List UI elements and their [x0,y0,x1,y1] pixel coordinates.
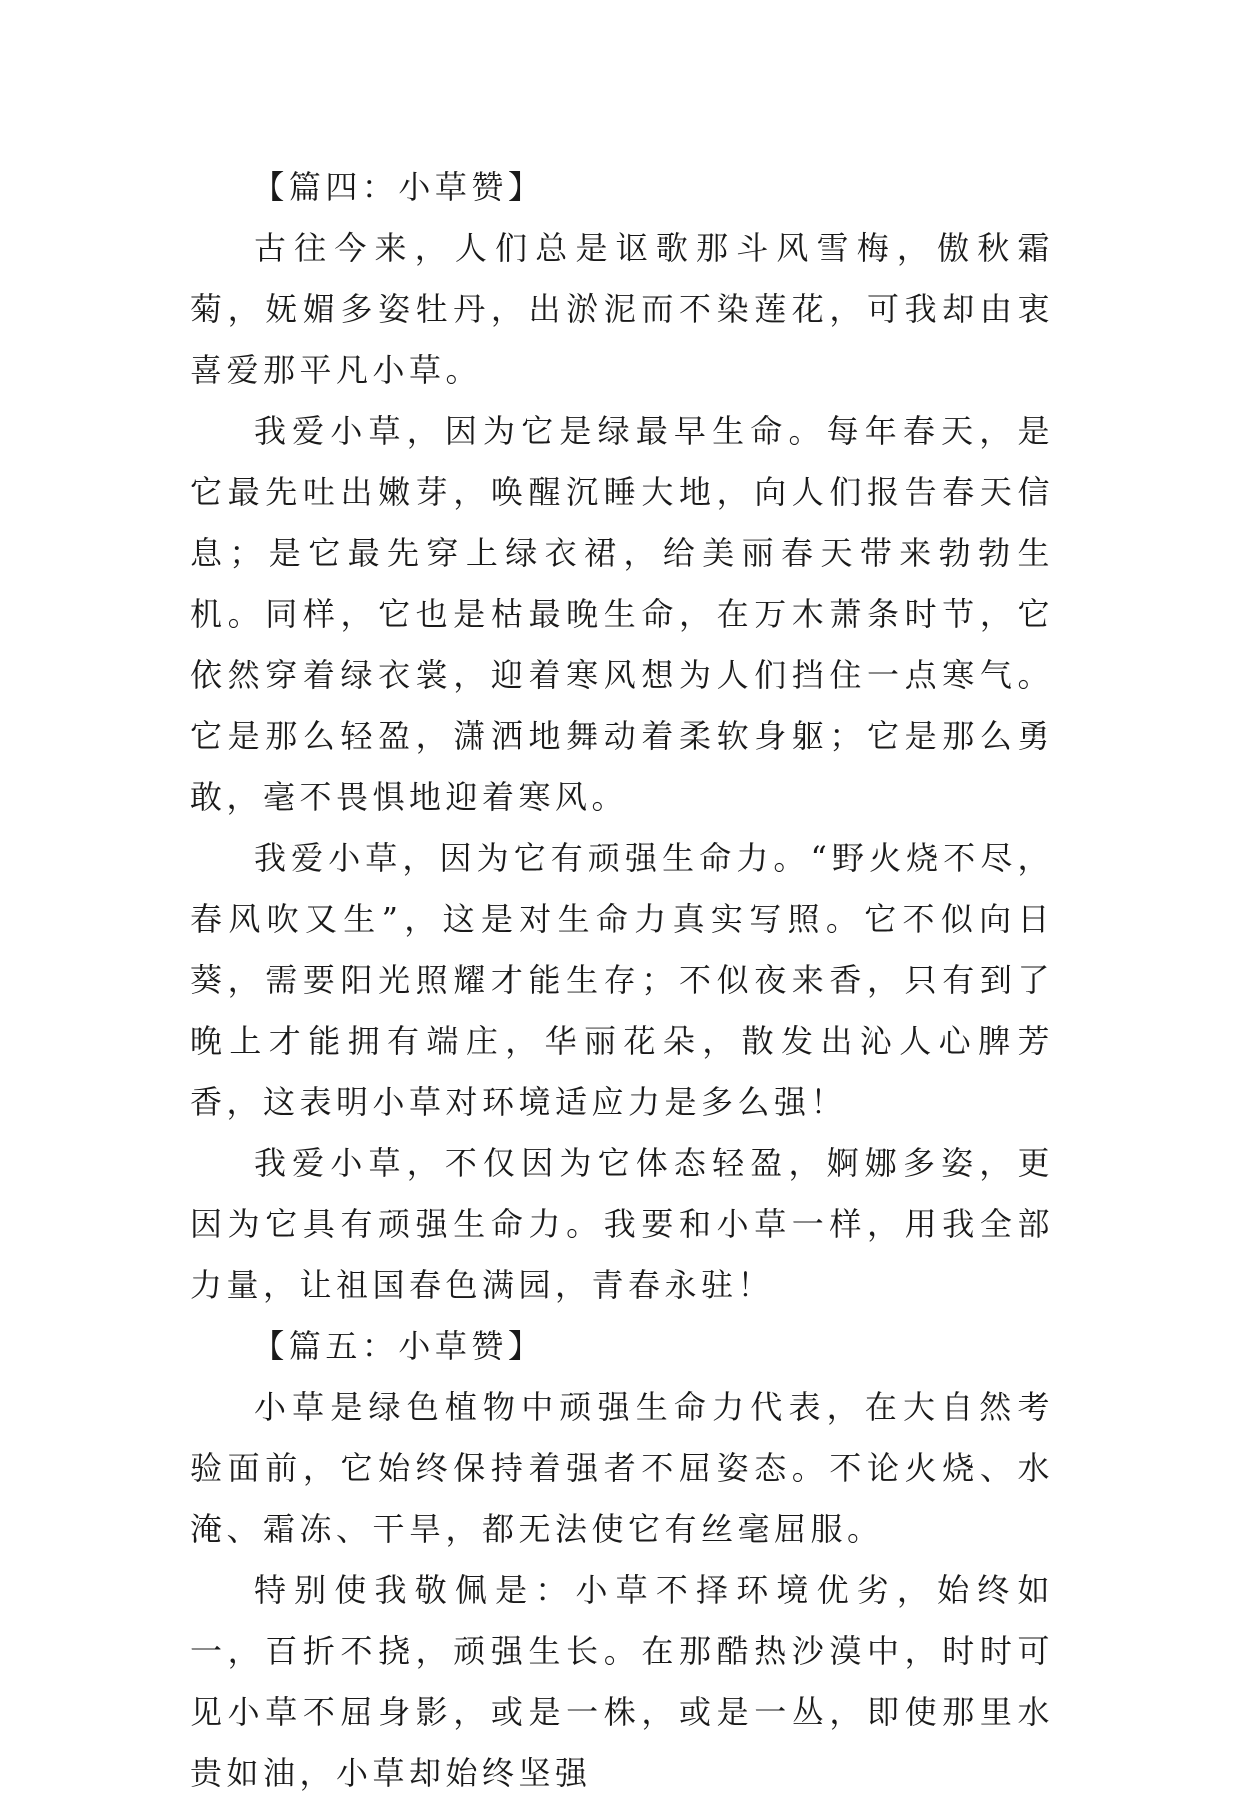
section-heading-4: 【篇四：小草赞】 [252,168,545,206]
paragraph: 小草是绿色植物中顽强生命力代表，在大自然考验面前，它始终保持着强者不屈姿态。不论火烧、水淹、霜冻、干旱，都无法使它有丝毫屈服。 [190,1388,1054,1548]
paragraph: 特别使我敬佩是：小草不择环境优劣，始终如一，百折不挠，顽强生长。在那酷热沙漠中，时时可见小草不屈身影，或是一株，或是一丛，即使那里水贵如油，小草却始终坚强 [190,1571,1054,1792]
paragraph: 我爱小草，因为它是绿最早生命。每年春天，是它最先吐出嫩芽，唤醒沉睡大地，向人们报告春天信息；是它最先穿上绿衣裙，给美丽春天带来勃勃生机。同样，它也是枯最晚生命，在万木萧条时节，它依然穿着绿衣裳，迎着寒风想为人们挡住一点寒气。它是那么轻盈，潇洒地舞动着柔软身躯；它是那么勇敢，毫不畏惧地迎着寒风。 [190,412,1054,816]
paragraph: 我爱小草，因为它有顽强生命力。“野火烧不尽，春风吹又生”，这是对生命力真实写照。它不似向日葵，需要阳光照耀才能生存；不似夜来香，只有到了晚上才能拥有端庄，华丽花朵，散发出沁人心脾芳香，这表明小草对环境适应力是多么强！ [190,839,1054,1121]
paragraph: 古往今来，人们总是讴歌那斗风雪梅，傲秋霜菊，妩媚多姿牡丹，出淤泥而不染莲花，可我却由衷喜爱那平凡小草。 [190,229,1054,389]
paragraph: 我爱小草，不仅因为它体态轻盈，婀娜多姿，更因为它具有顽强生命力。我要和小草一样，用我全部力量，让祖国春色满园，青春永驻！ [190,1144,1054,1304]
document-body [190,157,1054,1804]
section-heading-5: 【篇五：小草赞】 [252,1327,545,1365]
